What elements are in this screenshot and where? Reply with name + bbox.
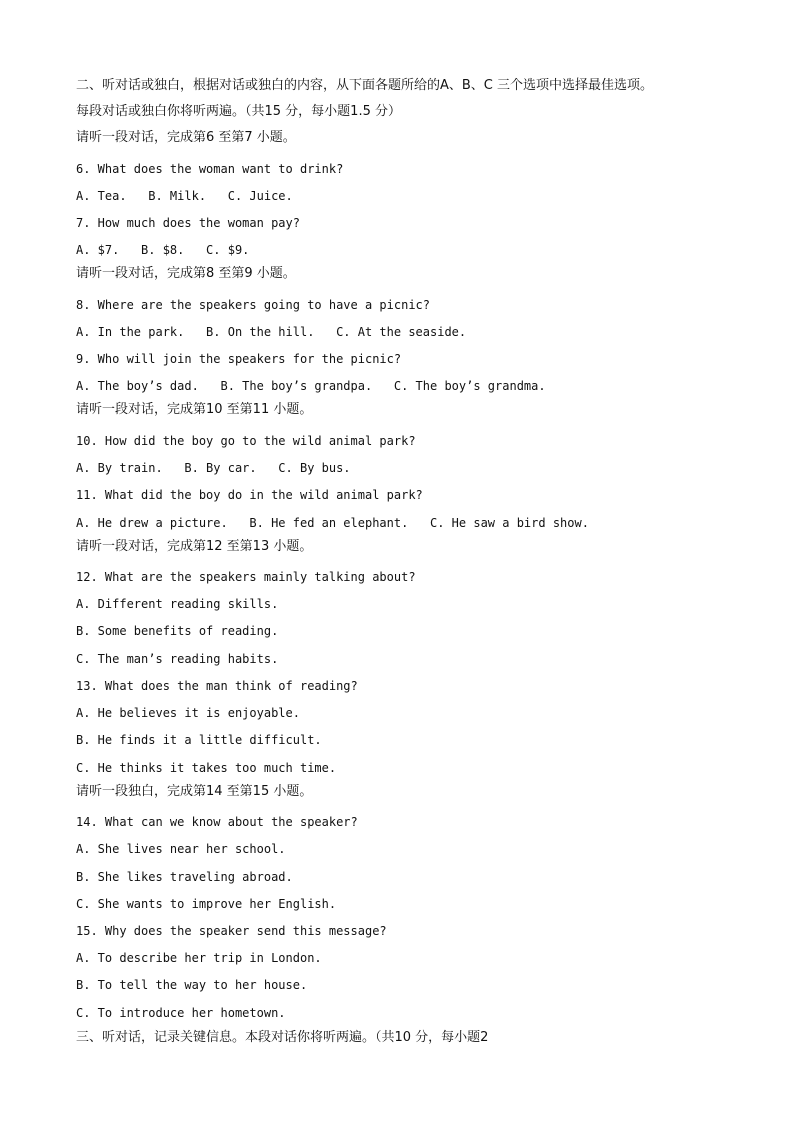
question-14-option-a: A. She lives near her school.	[76, 842, 286, 856]
question-12-option-a: A. Different reading skills.	[76, 597, 279, 611]
question-12-option-b: B. Some benefits of reading.	[76, 624, 279, 638]
question-15: 15. Why does the speaker send this message?	[76, 924, 387, 938]
group-instruction-8-9: 请听一段对话，完成第8 至第9 小题。	[76, 266, 296, 281]
question-12: 12. What are the speakers mainly talking about?	[76, 570, 416, 584]
question-8-options: A. In the park. B. On the hill. C. At the seaside.	[76, 325, 467, 339]
question-13-option-c: C. He thinks it takes too much time.	[76, 761, 337, 775]
question-11-options: A. He drew a picture. B. He fed an elephant. C. He saw a bird show.	[76, 516, 589, 530]
question-6: 6. What does the woman want to drink?	[76, 162, 344, 176]
question-14-option-c: C. She wants to improve her English.	[76, 897, 337, 911]
section2-intro-line2: 每段对话或独白你将听两遍。（共15 分，每小题1.5 分）	[76, 104, 401, 119]
question-15-option-c: C. To introduce her hometown.	[76, 1006, 286, 1020]
group-instruction-12-13: 请听一段对话，完成第12 至第13 小题。	[76, 539, 313, 554]
question-15-option-a: A. To describe her trip in London.	[76, 951, 322, 965]
question-15-option-b: B. To tell the way to her house.	[76, 978, 308, 992]
group-instruction-6-7: 请听一段对话，完成第6 至第7 小题。	[76, 130, 296, 145]
question-8: 8. Where are the speakers going to have a picnic?	[76, 298, 431, 312]
section2-intro-line1: 二、听对话或独白，根据对话或独白的内容，从下面各题所给的A、B、C 三个选项中选择最佳选项。	[76, 78, 654, 93]
question-13-option-b: B. He finds it a little difficult.	[76, 733, 322, 747]
question-10: 10. How did the boy go to the wild animal park?	[76, 434, 416, 448]
question-14-option-b: B. She likes traveling abroad.	[76, 870, 293, 884]
question-13: 13. What does the man think of reading?	[76, 679, 358, 693]
section3-intro: 三、听对话，记录关键信息。本段对话你将听两遍。（共10 分，每小题2	[76, 1030, 489, 1045]
question-6-options: A. Tea. B. Milk. C. Juice.	[76, 189, 293, 203]
question-9: 9. Who will join the speakers for the picnic?	[76, 352, 402, 366]
question-14: 14. What can we know about the speaker?	[76, 815, 358, 829]
question-12-option-c: C. The man’s reading habits.	[76, 652, 279, 666]
question-7-options: A. $7. B. $8. C. $9.	[76, 243, 250, 257]
question-13-option-a: A. He believes it is enjoyable.	[76, 706, 300, 720]
question-10-options: A. By train. B. By car. C. By bus.	[76, 461, 351, 475]
question-9-options: A. The boy’s dad. B. The boy’s grandpa. C. The boy’s grandma.	[76, 379, 546, 393]
question-7: 7. How much does the woman pay?	[76, 216, 300, 230]
group-instruction-10-11: 请听一段对话，完成第10 至第11 小题。	[76, 402, 313, 417]
question-11: 11. What did the boy do in the wild animal park?	[76, 488, 423, 502]
group-instruction-14-15: 请听一段独白，完成第14 至第15 小题。	[76, 784, 313, 799]
